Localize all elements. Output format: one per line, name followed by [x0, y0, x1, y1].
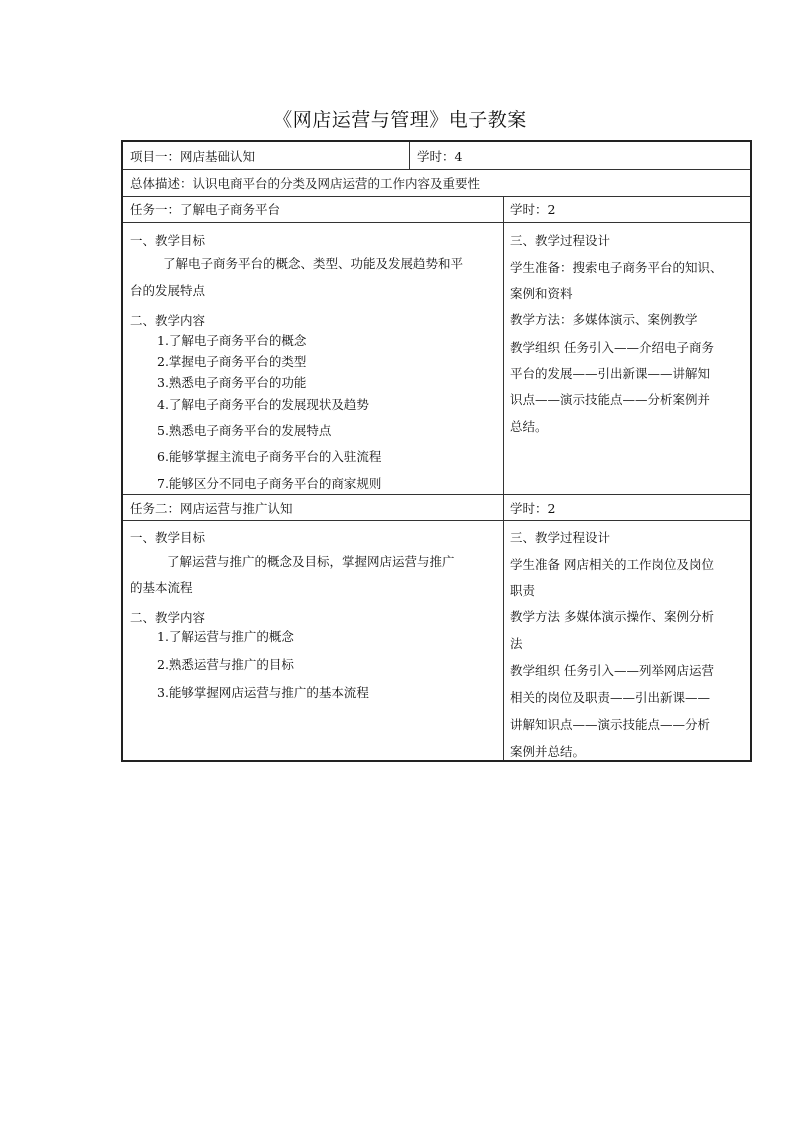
task1-process-heading: 三、教学过程设计: [510, 233, 611, 248]
task1-process-line: 教学方法：多媒体演示、案例教学: [510, 312, 698, 327]
overview-text: 总体描述：认识电商平台的分类及网店运营的工作内容及重要性: [130, 176, 481, 191]
task1-content-item: 1.了解电子商务平台的概念: [157, 333, 307, 348]
row-divider: [123, 196, 750, 197]
task2-process-heading: 三、教学过程设计: [510, 530, 611, 545]
task2-process-line: 相关的岗位及职责——引出新课——: [510, 690, 711, 705]
task1-content-item: 5.熟悉电子商务平台的发展特点: [157, 423, 332, 438]
task2-process-line: 教学方法 多媒体演示操作、案例分析: [510, 609, 714, 624]
task1-content-heading: 二、教学内容: [130, 313, 206, 328]
task2-goals-heading: 一、教学目标: [130, 530, 206, 545]
row-divider: [123, 222, 750, 223]
task2-content-item: 3.能够掌握网店运营与推广的基本流程: [157, 685, 369, 700]
task1-process-line: 总结。: [510, 419, 548, 434]
task1-goals-text: 台的发展特点: [130, 283, 206, 298]
task1-content-item: 4.了解电子商务平台的发展现状及趋势: [157, 397, 369, 412]
task1-content-item: 2.掌握电子商务平台的类型: [157, 354, 307, 369]
task2-process-line: 案例并总结。: [510, 744, 586, 759]
task1-process-line: 识点——演示技能点——分析案例并: [510, 392, 711, 407]
task1-process-line: 教学组织 任务引入——介绍电子商务: [510, 340, 714, 355]
task2-content-item: 1.了解运营与推广的概念: [157, 629, 294, 644]
task2-goals-text: 的基本流程: [130, 580, 193, 595]
document-title: 《网店运营与管理》电子教案: [273, 109, 527, 131]
task1-process-line: 学生准备：搜索电子商务平台的知识、: [510, 260, 723, 275]
task2-content-item: 2.熟悉运营与推广的目标: [157, 657, 294, 672]
row-divider: [123, 169, 750, 170]
task1-content-item: 7.能够区分不同电子商务平台的商家规则: [157, 476, 382, 491]
task1-process-line: 案例和资料: [510, 286, 573, 301]
task2-goals-text: 了解运营与推广的概念及目标，掌握网店运营与推广: [167, 554, 455, 569]
task2-content-heading: 二、教学内容: [130, 610, 206, 625]
task2-hours: 学时：2: [510, 501, 556, 516]
column-divider: [409, 142, 410, 169]
task2-process-line: 法: [510, 636, 523, 651]
task2-process-line: 职责: [510, 583, 536, 598]
task2-process-line: 学生准备 网店相关的工作岗位及岗位: [510, 557, 714, 572]
task1-goals-text: 了解电子商务平台的概念、类型、功能及发展趋势和平: [163, 256, 464, 271]
task1-label: 任务一：了解电子商务平台: [130, 202, 281, 217]
task1-content-item: 3.熟悉电子商务平台的功能: [157, 375, 307, 390]
row-divider: [123, 494, 750, 495]
task2-process-line: 讲解知识点——演示技能点——分析: [510, 717, 711, 732]
task2-label: 任务二：网店运营与推广认知: [130, 501, 293, 516]
task1-process-line: 平台的发展——引出新课——讲解知: [510, 366, 711, 381]
column-divider: [503, 196, 504, 760]
row-divider: [123, 520, 750, 521]
task1-goals-heading: 一、教学目标: [130, 233, 206, 248]
project-hours: 学时：4: [417, 149, 463, 164]
lesson-plan-table: [121, 140, 752, 762]
task1-hours: 学时：2: [510, 202, 556, 217]
project-label: 项目一：网店基础认知: [130, 149, 256, 164]
task1-content-item: 6.能够掌握主流电子商务平台的入驻流程: [157, 449, 382, 464]
task2-process-line: 教学组织 任务引入——列举网店运营: [510, 663, 714, 678]
